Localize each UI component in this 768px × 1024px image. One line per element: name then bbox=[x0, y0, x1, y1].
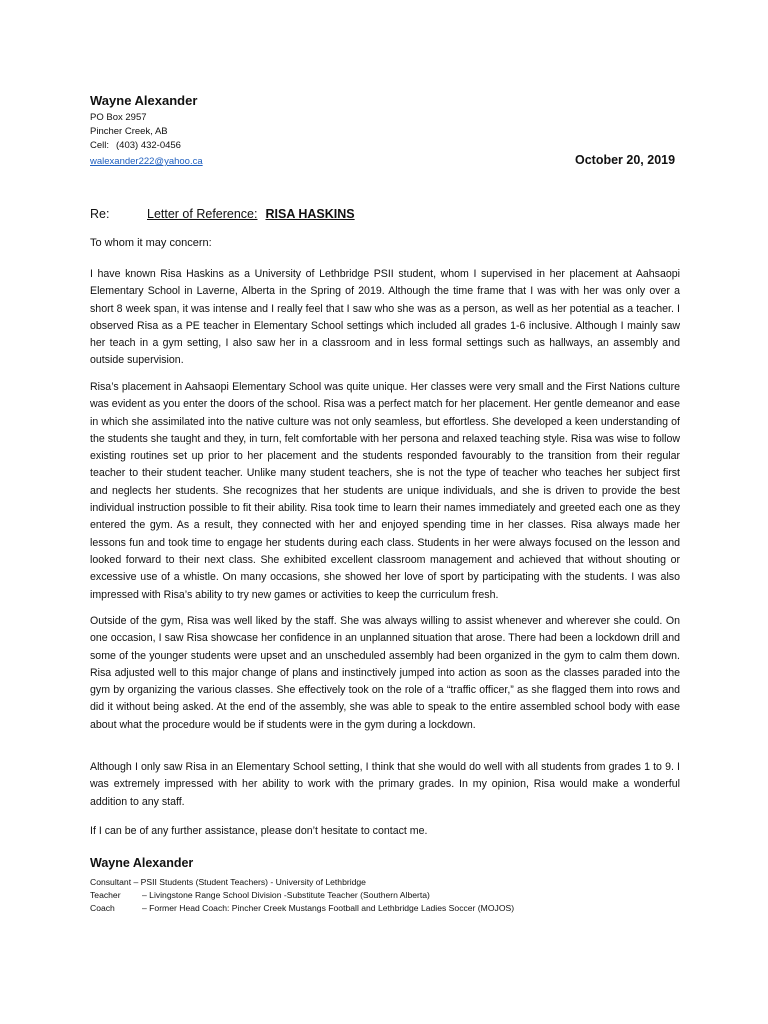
cell-number: (403) 432-0456 bbox=[116, 140, 181, 151]
re-subject-text: Letter of Reference: bbox=[147, 207, 258, 221]
role-title: Coach bbox=[90, 903, 115, 913]
sender-email-link[interactable]: walexander222@yahoo.ca bbox=[90, 156, 203, 167]
role-title: Teacher bbox=[90, 890, 121, 900]
signature-role bbox=[90, 902, 514, 914]
role-title: Consultant bbox=[90, 877, 132, 887]
sender-phone bbox=[90, 139, 181, 152]
sender-po-box: PO Box 2957 bbox=[90, 112, 147, 123]
body-paragraph-2: Risa’s placement in Aahsaopi Elementary School was quite unique. Her classes were very small and the First Nations culture was evident as you enter the doors of the school. Risa was a perfect match for her placement. Her gentle demeanor and ease in which she assimilated into the native culture was not only seamless, but effortless. She developed a keen understanding of the students she taught and they, in turn, felt comfortable with her persona and relaxed teaching style. Risa was wise to follow existing routines set up prior to her placement and the students responded favourably to the transition from their regular teacher to their student teacher. Unlike many student teachers, she is not the type of teacher who teaches her subject first and neglects her students. She recognizes that her students are unique individuals, and she is driven to provide the best individual instruction possible to fit their ability. Risa took time to learn their names immediately and greeted each one as they entered the gym. As a result, they connected with her and enjoyed spending time in her classes. Risa always made her lessons fun and took time to engage her students during each class. Students in her were always focused on the lesson and looked forward to their next class. She exhibited excellent classroom management and achieved that without shouting or excessive use of a whistle. On many occasions, she showed her love of sport by participating with the students. I was also impressed with Risa’s ability to try new games or activities to keep the curriculum fresh. bbox=[90, 381, 680, 601]
body-paragraph-1: I have known Risa Haskins as a University of Lethbridge PSII student, whom I supervised in her placement at Aahsaopi Elementary School in Laverne, Alberta in the Spring of 2019. Although the time frame that I was with her was only over a short 8 week span, it was intense and I really feel that I saw who she was as a person, as well as her potential as a teacher. I observed Risa as a PE teacher in Elementary School settings which included all grades 1-6 inclusive. Although I mainly saw her teach in a gym setting, I also saw her in a classroom and in less formal settings such as hallways, an assembly and outside supervision. bbox=[90, 268, 680, 367]
role-desc: – PSII Students (Student Teachers) - University of Lethbridge bbox=[133, 877, 366, 887]
signature-role bbox=[90, 876, 366, 888]
re-subject-name: RISA HASKINS bbox=[265, 207, 355, 221]
sender-city: Pincher Creek, AB bbox=[90, 126, 168, 137]
body-paragraph-3: Outside of the gym, Risa was well liked by the staff. She was always willing to assist whenever and wherever she could. On one occasion, I saw Risa showcase her confidence in an unplanned situation that arose. There had been a lockdown drill and some of the younger students were upset and an unscheduled assembly had been organized in the gym to calm them down. Risa adjusted well to this major change of plans and instinctively jumped into action as soon as the classes paraded into the gym by organizing the various classes. She effectively took on the role of a “traffic officer,” as she flagged them into rows and did it without being asked. At the end of the assembly, she was able to speak to the entire assembled school body with ease about what the procedure would be if students were in the gym during a lockdown. bbox=[90, 615, 680, 731]
signature-role bbox=[90, 889, 430, 901]
re-subject bbox=[147, 207, 355, 221]
cell-label: Cell: bbox=[90, 140, 110, 151]
re-label: Re: bbox=[90, 207, 110, 221]
role-desc: – Livingstone Range School Division -Substitute Teacher (Southern Alberta) bbox=[142, 890, 430, 900]
signature-name: Wayne Alexander bbox=[90, 856, 194, 870]
role-desc: – Former Head Coach: Pincher Creek Mustangs Football and Lethbridge Ladies Soccer (MOJOS) bbox=[142, 903, 515, 913]
letter-date: October 20, 2019 bbox=[575, 153, 676, 167]
sender-name: Wayne Alexander bbox=[90, 93, 198, 108]
body-paragraph-5: If I can be of any further assistance, please don’t hesitate to contact me. bbox=[90, 825, 428, 837]
salutation: To whom it may concern: bbox=[90, 237, 212, 249]
body-paragraph-4: Although I only saw Risa in an Elementary School setting, I think that she would do well with all students from grades 1 to 9. I was extremely impressed with her ability to work with the primary grades. In my opinion, Risa would make a wonderful addition to any staff. bbox=[90, 761, 680, 808]
